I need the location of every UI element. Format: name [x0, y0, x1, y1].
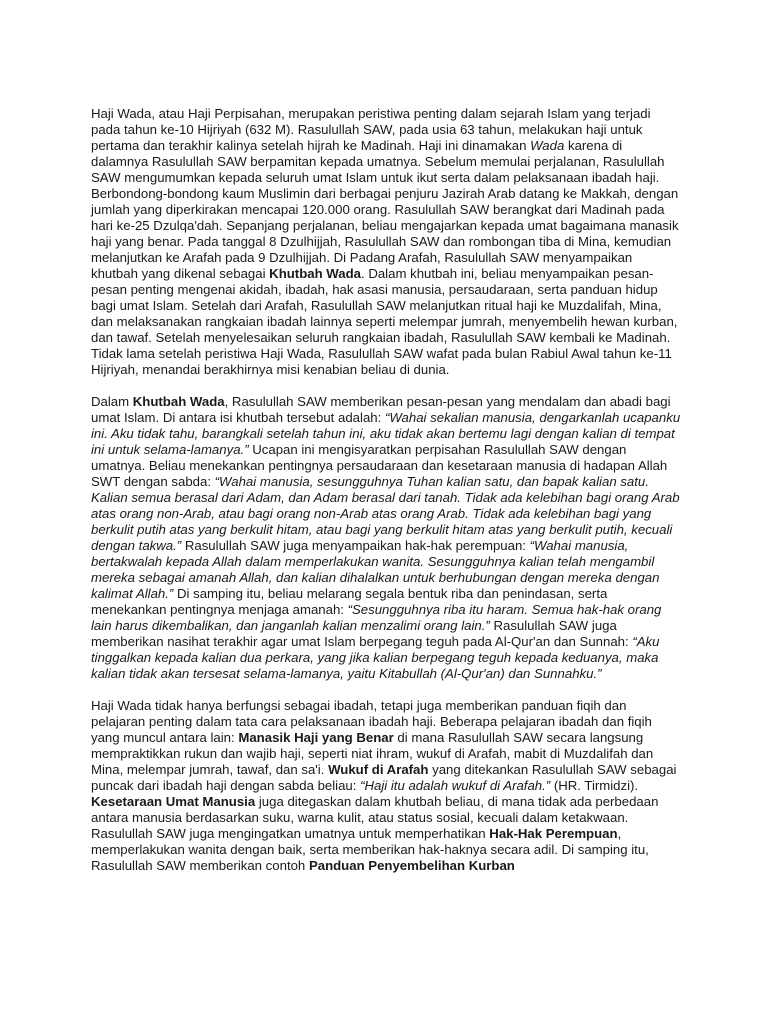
text-run: Ucapan ini mengisyaratkan perpisahan Rasulullah SAW dengan umatnya. Beliau menekankan pentingnya persaudaraan dan kesetaraan manusia di hadapan Allah SWT dengan sabda:	[91, 442, 668, 489]
text-run: , Rasulullah SAW memberikan pesan-pesan yang mendalam dan abadi bagi umat Islam. Di antara isi khutbah tersebut adalah:	[91, 394, 671, 425]
text-run: Haji Wada, atau Haji Perpisahan, merupakan peristiwa penting dalam sejarah Islam yang terjadi pada tahun ke-10 Hijriyah (632 M). Rasulullah SAW, pada usia 63 tahun, melakukan haji untuk pertama dan terakhir kalinya setelah hijrah ke Madinah. Haji ini dinamakan	[91, 106, 651, 153]
paragraph-3	[91, 698, 681, 874]
italic-text: “Wahai sekalian manusia, dengarkanlah ucapanku ini. Aku tidak tahu, barangkali setelah tahun ini, aku tidak akan bertemu lagi dengan kalian di tempat ini untuk selama-lamanya.”	[91, 410, 681, 457]
bold-term: Hak-Hak Perempuan	[489, 826, 618, 841]
italic-text: Wada	[530, 138, 565, 153]
bold-term: Manasik Haji yang Benar	[238, 730, 394, 745]
text-run: juga ditegaskan dalam khutbah beliau, di mana tidak ada perbedaan antara manusia berdasarkan suku, warna kulit, atau status sosial, kecuali dalam ketakwaan. Rasulullah SAW juga mengingatkan umatnya untuk memperhatikan	[91, 794, 659, 841]
text-run: (HR. Tirmidzi).	[550, 778, 639, 793]
text-run: Rasulullah SAW juga memberikan nasihat terakhir agar umat Islam berpegang teguh pada Al-Qur'an dan Sunnah:	[91, 618, 633, 649]
text-run: Haji Wada tidak hanya berfungsi sebagai ibadah, tetapi juga memberikan panduan fiqih dan pelajaran penting dalam tata cara pelaksanaan ibadah haji. Beberapa pelajaran ibadah dan fiqih yang muncul antara lain:	[91, 698, 652, 745]
bold-term: Wukuf di Arafah	[328, 762, 429, 777]
italic-text: “Wahai manusia, bertakwalah kepada Allah dalam memperlakukan wanita. Sesungguhnya kalian telah mengambil mereka sebagai amanah Allah, dan kalian dihalalkan untuk berhubungan dengan mereka dengan kalimat Allah.”	[91, 538, 660, 601]
text-run: Di samping itu, beliau melarang segala bentuk riba dan penindasan, serta menekankan pentingnya menjaga amanah:	[91, 586, 608, 617]
italic-text: “Haji itu adalah wukuf di Arafah.”	[360, 778, 551, 793]
bold-term: Khutbah Wada	[269, 266, 361, 281]
text-run: Rasulullah SAW juga menyampaikan hak-hak perempuan:	[181, 538, 530, 553]
text-run: . Dalam khutbah ini, beliau menyampaikan pesan-pesan penting mengenai akidah, ibadah, hak asasi manusia, persaudaraan, serta panduan hidup bagi umat Islam. Setelah dari Arafah, Rasulullah SAW melanjutkan ritual haji ke Muzdalifah, Mina, dan melaksanakan rangkaian ibadah lainnya seperti melempar jumrah, menyembelih hewan kurban, dan tawaf. Setelah menyelesaikan seluruh rangkaian ibadah, Rasulullah SAW kembali ke Madinah. Tidak lama setelah peristiwa Haji Wada, Rasulullah SAW wafat pada bulan Rabiul Awal tahun ke-11 Hijriyah, menandai berakhirnya misi kenabian beliau di dunia.	[91, 266, 678, 377]
paragraph-2	[91, 394, 681, 682]
bold-term: Khutbah Wada	[132, 394, 225, 409]
text-run: di mana Rasulullah SAW secara langsung mempraktikkan rukun dan wajib haji, seperti niat ihram, wukuf di Arafah, mabit di Muzdalifah dan Mina, melempar jumrah, tawaf, dan sa'i.	[91, 730, 654, 777]
text-run: , memperlakukan wanita dengan baik, serta memberikan hak-haknya secara adil. Di samping itu, Rasulullah SAW memberikan contoh	[91, 826, 649, 873]
text-run: Dalam	[91, 394, 133, 409]
text-run: yang ditekankan Rasulullah SAW sebagai puncak dari ibadah haji dengan sabda beliau:	[91, 762, 677, 793]
paragraph-1	[91, 106, 681, 378]
bold-term: Kesetaraan Umat Manusia	[91, 794, 256, 809]
text-run: karena di dalamnya Rasulullah SAW berpamitan kepada umatnya. Sebelum memulai perjalanan, Rasulullah SAW mengumumkan kepada seluruh umat Islam untuk ikut serta dalam pelaksanaan ibadah haji. Berbondong-bondong kaum Muslimin dari berbagai penjuru Jazirah Arab datang ke Makkah, dengan jumlah yang diperkirakan mencapai 120.000 orang. Rasulullah SAW berangkat dari Madinah pada hari ke-25 Dzulqa'dah. Sepanjang perjalanan, beliau mengajarkan kepada umat bagaimana manasik haji yang benar. Pada tanggal 8 Dzulhijjah, Rasulullah SAW dan rombongan tiba di Mina, kemudian melanjutkan ke Arafah pada 9 Dzulhijjah. Di Padang Arafah, Rasulullah SAW menyampaikan khutbah yang dikenal sebagai	[91, 138, 679, 281]
italic-text: “Wahai manusia, sesungguhnya Tuhan kalian satu, dan bapak kalian satu. Kalian semua berasal dari Adam, dan Adam berasal dari tanah. Tidak ada kelebihan bagi orang Arab atas orang non-Arab, atau bagi orang non-Arab atas orang Arab. Tidak ada kelebihan bagi yang berkulit putih atas yang berkulit hitam, atau bagi yang berkulit hitam atas yang berkulit putih, kecuali dengan takwa.”	[91, 474, 680, 553]
italic-text: “Aku tinggalkan kepada kalian dua perkara, yang jika kalian berpegang teguh kepada keduanya, maka kalian tidak akan tersesat selama-lamanya, yaitu Kitabullah (Al-Qur'an) dan Sunnahku.”	[91, 634, 660, 681]
italic-text: “Sesungguhnya riba itu haram. Semua hak-hak orang lain harus dikembalikan, dan janganlah kalian menzalimi orang lain.”	[91, 602, 662, 633]
bold-term: Panduan Penyembelihan Kurban	[308, 858, 515, 873]
document-body	[91, 106, 681, 874]
